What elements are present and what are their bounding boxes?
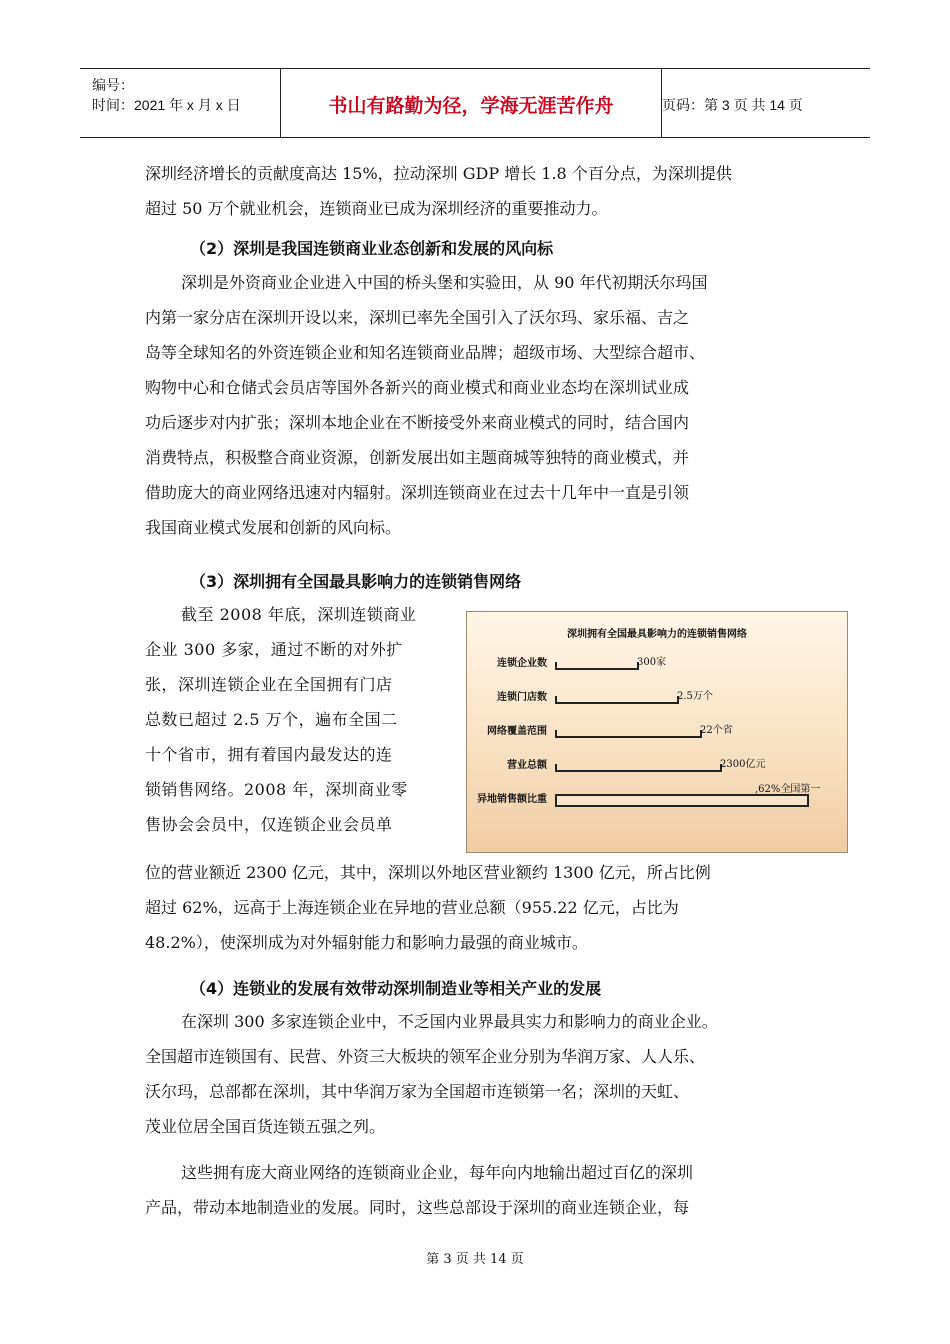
text-line: 售协会会员中，仅连锁企业会员单 <box>145 815 393 834</box>
chart-category-label: 异地销售额比重 <box>477 794 547 805</box>
section4-paragraph-1 <box>145 1004 805 1144</box>
section2-paragraph <box>145 265 805 545</box>
text-line: 消费特点，积极整合商业资源，创新发展出如主题商城等独特的商业模式，并 <box>145 448 690 467</box>
text-line: 全国超市连锁国有、民营、外资三大板块的领军企业分别为华润万家、人人乐、 <box>145 1047 706 1066</box>
section4-paragraph-2 <box>145 1155 805 1225</box>
text-line: 产品，带动本地制造业的发展。同时，这些总部设于深圳的商业连锁企业，每 <box>145 1198 690 1217</box>
header-meta-cell <box>80 69 281 137</box>
text-line: 超过 50 万个就业机会，连锁商业已成为深圳经济的重要推动力。 <box>145 199 608 218</box>
chart-bar <box>555 696 679 704</box>
chart-category-label: 连锁门店数 <box>497 692 547 703</box>
text-line: 超过 62%，远高于上海连锁企业在异地的营业总额（955.22 亿元，占比为 <box>145 898 679 917</box>
chart-data-label: 300家 <box>637 657 667 668</box>
header-motto-cell <box>281 69 662 137</box>
date-label: 时间：2021 年 x 月 x 日 <box>92 97 241 113</box>
text-line: 锁销售网络。2008 年，深圳商业零 <box>145 780 408 799</box>
section3-paragraph <box>145 855 805 960</box>
text-line: 借助庞大的商业网络迅速对内辐射。深圳连锁商业在过去十几年中一直是引领 <box>145 483 690 502</box>
chart-data-label: 2300亿元 <box>720 759 766 770</box>
text-line: 在深圳 300 多家连锁企业中，不乏国内业界最具实力和影响力的商业企业。 <box>181 1012 718 1031</box>
text-line: 岛等全球知名的外资连锁企业和知名连锁商业品牌；超级市场、大型综合超市、 <box>145 343 706 362</box>
document-header <box>80 68 870 138</box>
text-line: 企业 300 多家，通过不断的对外扩 <box>145 640 403 659</box>
chart-category-label: 营业总额 <box>507 760 547 771</box>
text-line: 位的营业额近 2300 亿元，其中，深圳以外地区营业额约 1300 亿元，所占比例 <box>145 863 711 882</box>
network-bar-chart <box>466 611 848 853</box>
number-label: 编号： <box>92 77 134 93</box>
text-line: 总数已超过 2.5 万个，遍布全国二 <box>145 710 398 729</box>
text-line: 48.2%），使深圳成为对外辐射能力和影响力最强的商业城市。 <box>145 933 588 952</box>
chart-title: 深圳拥有全国最具影响力的连锁销售网络 <box>567 629 747 640</box>
text-line: 茂业位居全国百货连锁五强之列。 <box>145 1117 386 1136</box>
section3-narrow-paragraph <box>145 597 463 842</box>
chart-data-label: 22个省 <box>700 725 733 736</box>
chart-bar <box>555 794 809 807</box>
text-line: 张，深圳连锁企业在全国拥有门店 <box>145 675 393 694</box>
text-line: 我国商业模式发展和创新的风向标。 <box>145 518 402 537</box>
page-number-label: 页码：第 3 页 共 14 页 <box>662 97 803 113</box>
chart-data-label: 2.5万个 <box>677 691 713 702</box>
section-heading: （2）深圳是我国连锁商业业态创新和发展的风向标 <box>190 239 554 258</box>
chart-category-label: 连锁企业数 <box>497 658 547 669</box>
text-line: 功后逐步对内扩张；深圳本地企业在不断接受外来商业模式的同时，结合国内 <box>145 413 690 432</box>
chart-bar <box>555 730 702 738</box>
text-line: 十个省市，拥有着国内最发达的连 <box>145 745 393 764</box>
text-line: 深圳是外资商业企业进入中国的桥头堡和实验田，从 90 年代初期沃尔玛国 <box>181 273 708 292</box>
text-line: 截至 2008 年底，深圳连锁商业 <box>181 605 417 624</box>
chart-category-label: 网络覆盖范围 <box>487 726 547 737</box>
text-line: 这些拥有庞大商业网络的连锁商业企业，每年向内地输出超过百亿的深圳 <box>181 1163 694 1182</box>
chart-data-label: ,62%全国第一 <box>755 784 821 795</box>
text-line: 购物中心和仓储式会员店等国外各新兴的商业模式和商业业态均在深圳试业成 <box>145 378 690 397</box>
intro-paragraph <box>145 156 805 226</box>
section-heading: （4）连锁业的发展有效带动深圳制造业等相关产业的发展 <box>190 979 602 998</box>
motto: 书山有路勤为径，学海无涯苦作舟 <box>328 95 614 117</box>
chart-bar <box>555 662 639 670</box>
chart-bar <box>555 764 722 772</box>
text-line: 沃尔玛，总部都在深圳，其中华润万家为全国超市连锁第一名；深圳的天虹、 <box>145 1082 690 1101</box>
text-line: 内第一家分店在深圳开设以来，深圳已率先全国引入了沃尔玛、家乐福、吉之 <box>145 308 690 327</box>
text-line: 深圳经济增长的贡献度高达 15%，拉动深圳 GDP 增长 1.8 个百分点，为深圳提供 <box>145 164 732 183</box>
section-heading: （3）深圳拥有全国最具影响力的连锁销售网络 <box>190 572 522 591</box>
page-footer: 第 3 页 共 14 页 <box>426 1252 524 1267</box>
